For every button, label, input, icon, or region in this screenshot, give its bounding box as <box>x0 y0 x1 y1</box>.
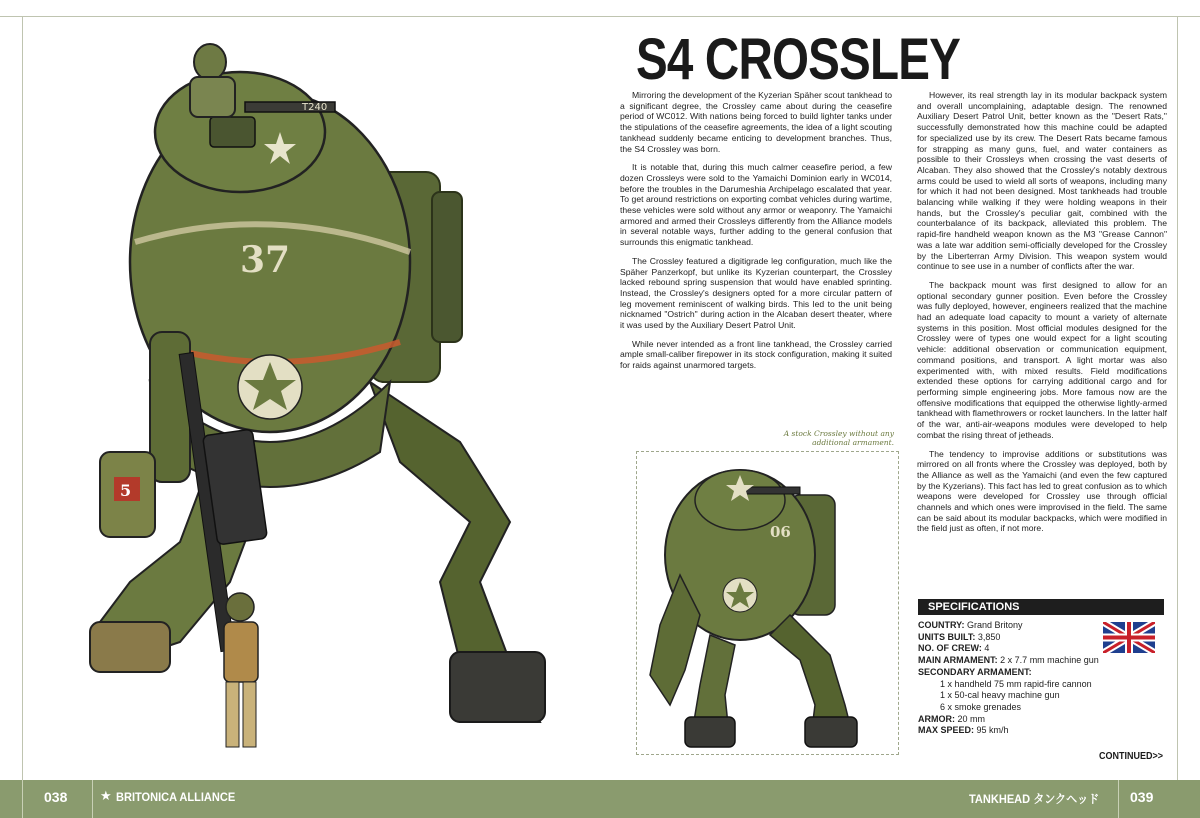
paragraph: The Crossley featured a digitigrade leg configuration, much like the Späher Panzerkopf, but unlike its Kyzerian counterpart, the Crossley lacked rebound spring suspension that would have enabled sprinting. Instead, the Crossley's designers opted for a more circular pattern of leg movement reminiscent of walking birds. This led to the unit being nicknamed "Ostrich" during action in the Alcaban desert theater, where it was used by the Auxiliary Desert Patrol Unit. <box>620 255 892 331</box>
paragraph: While never intended as a front line tankhead, the Crossley carried ample small-caliber firepower in its stock configuration, making it suited for raids against unarmored targets. <box>620 338 892 371</box>
spec-armor: ARMOR: 20 mm <box>918 713 986 724</box>
hull-number-marking: 37 <box>240 239 291 281</box>
page-border-right <box>1177 16 1178 780</box>
paragraph: It is notable that, during this much calmer ceasefire period, a few dozen Crossleys were sold to the Yamaichi Dominion early in WC014, before the troubles in the Darumeshia Archipelago escalated that year. To get around restrictions on exporting combat vehicles during wartime, these vehicles were sold without any armor or weaponry. The Yamaichi armored and armed their Crossleys differently from the Alliance models in several notable ways, further adding to the general confusion that surrounds this enigmatic tankhead. <box>620 162 892 248</box>
paragraph: However, its real strength lay in its modular backpack system and overall uncomplaining, adaptable design. The renowned Auxiliary Desert Patrol Unit, better known as the "Desert Rats," successfully demonstrated how this machine could be adapted for specialized use by its crew. The Desert Rats became famous for strapping as many guns, fuel, and water containers as possible to their Crossleys when crossing the vast deserts of Alcaban. They also showed that the Crossley's notably dextrous arms could be used to wield all sorts of weapons, including many for which it had not been designed. Most tankheads had trouble balancing while walking if they were holding weapons in their hands, but the Crossley's peculiar gait, combined with the counterbalance of its backpack, alleviated this problem. The rapid-fire handheld weapon known as the M3 "Grease Cannon" was a late war addition semi-officially developed for the Crossley by the Liberterran Army Division. This weapon system would continue to see use in a number of conflicts after the war. <box>917 90 1167 272</box>
star-icon: ★ <box>100 789 112 804</box>
spec-country: COUNTRY: Grand Britony <box>918 620 1023 630</box>
specifications-heading: SPECIFICATIONS <box>918 599 1164 615</box>
turret-code-marking: T240 <box>302 102 328 113</box>
right-book-label: TANKHEAD タンクヘッド <box>969 792 1100 806</box>
right-page-number: 039 <box>1130 789 1154 805</box>
article-column-1 <box>620 90 892 379</box>
page-title: S4 CROSSLEY <box>636 27 961 92</box>
spec-secondary-armament: SECONDARY ARMAMENT: <box>918 666 1032 677</box>
inset-caption: A stock Crossley without any additional armament. <box>783 429 894 447</box>
article-column-2 <box>917 90 1167 542</box>
left-section-label: BRITONICA ALLIANCE <box>116 790 236 804</box>
inset-number-marking: 06 <box>770 523 791 541</box>
spec-max-speed: MAX SPEED: 95 km/h <box>918 725 1009 736</box>
paragraph: The tendency to improvise additions or substitutions was mirrored on all fronts where the Crossley was deployed, both by the Alliance as well as the Yamaichi (and even the few captured by the Kyzerians). This fact has led to great confusion as to which weapons were developed for Crossley use through official channels and which ones were improvised in the field. The same can be said about its modular backpacks, which were modified in the field just as often, if not more. <box>917 448 1167 534</box>
crossley-stock-illustration <box>640 455 896 753</box>
crossley-main-illustration <box>40 22 600 762</box>
paragraph: Mirroring the development of the Kyzerian Späher scout tankhead to a significant degree, the Crossley came about during the ceasefire period of WC012. With nations being forced to build lighter tanks under the stipulations of the ceasefire agreements, the idea of a light scouting tankhead suddenly became enticing to development branches. Thus, the S4 Crossley was born. <box>620 90 892 154</box>
footer-divider <box>1118 780 1119 818</box>
page-border-left <box>22 16 23 780</box>
page-border-top <box>0 16 1200 17</box>
spec-secondary-item: 6 x smoke grenades <box>940 701 1022 712</box>
spec-secondary-item: 1 x 50-cal heavy machine gun <box>940 690 1060 701</box>
arm-number-marking: 5 <box>120 481 132 500</box>
footer-divider <box>22 780 23 818</box>
paragraph: The backpack mount was first designed to allow for an optional secondary gunner position. Even before the Crossley was fully deployed, however, engineers realized that the machine had an adequate load capacity to mount a variety of alternate systems in this position. Most official modules designed for the Crossley were of types one would expect for a light scouting vehicle: additional observation or communication equipment, command positions, and transport. A light mortar was also experimented with, with mixed results. Field modifications extended these options for carrying additional cargo and for performing simple engineering jobs. More famous now are the offensive modifications that equipped the otherwise lightly-armed tankhead with flamethrowers or rocket launchers. In the latter half of the war, anti-air-weapons modules were developed to help combat the rising threat of jetheads. <box>917 279 1167 440</box>
continued-marker: CONTINUED>> <box>1099 751 1164 762</box>
left-page-number: 038 <box>44 789 68 805</box>
spec-secondary-item: 1 x handheld 75 mm rapid-fire cannon <box>940 678 1092 689</box>
spec-units-built: UNITS BUILT: 3,850 <box>918 631 1001 642</box>
specifications-list <box>918 620 1168 737</box>
spec-main-armament: MAIN ARMAMENT: 2 x 7.7 mm machine gun <box>918 655 1099 666</box>
spec-crew: NO. OF CREW: 4 <box>918 643 990 654</box>
footer-divider <box>92 780 93 818</box>
